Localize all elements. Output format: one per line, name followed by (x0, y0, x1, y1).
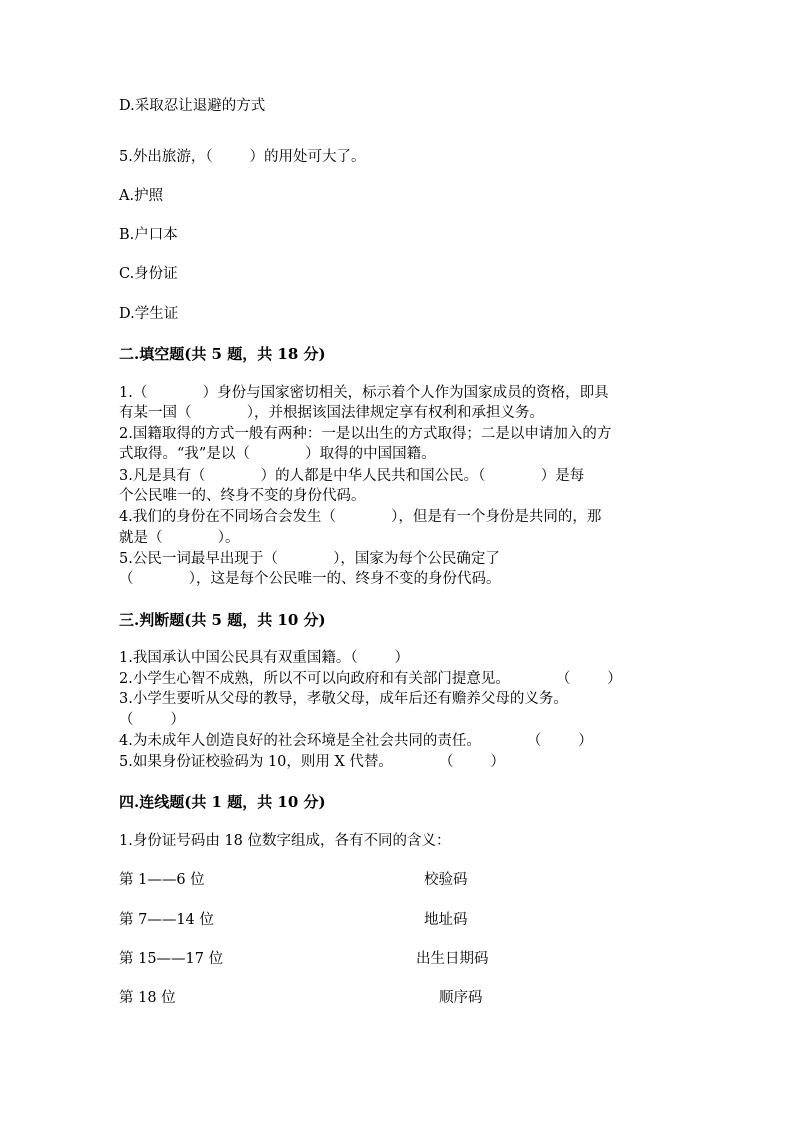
section3-line: 3.小学生要听从父母的教导，孝敬父母，成年后还有赡养父母的义务。 (119, 691, 568, 707)
section2-line: 2.国籍取得的方式一般有两种：一是以出生的方式取得；二是以申请加入的方 (119, 426, 612, 442)
section2-heading: 二.填空题(共 5 题，共 18 分) (119, 345, 326, 363)
section2-line: 1.（ ）身份与国家密切相关，标示着个人作为国家成员的资格，即具 (119, 385, 609, 401)
match-left-item: 第 18 位 (119, 990, 176, 1006)
q5-option-b: B.户口本 (119, 227, 178, 243)
section2-line: 有某一国（ ），并根据该国法律规定享有权利和承担义务。 (119, 405, 545, 421)
section2-line: 个公民唯一的、终身不变的身份代码。 (119, 488, 366, 504)
section3-line: 1.我国承认中国公民具有双重国籍。（ ） (119, 650, 409, 666)
section3-line: 5.如果身份证校验码为 10，则用 X 代替。 （ ） (119, 754, 505, 770)
q4-option-d: D.采取忍让退避的方式 (119, 98, 266, 114)
section2-line: 4.我们的身份在不同场合会发生（ ），但是有一个身份是共同的，那 (119, 509, 602, 525)
section3-line: 4.为未成年人创造良好的社会环境是全社会共同的责任。 （ ） (119, 733, 593, 749)
match-left-item: 第 15——17 位 (119, 951, 224, 967)
q5-stem: 5.外出旅游，（ ）的用处可大了。 (119, 149, 366, 165)
section4-heading: 四.连线题(共 1 题，共 10 分) (119, 793, 326, 811)
section3-line: （ ） (119, 712, 185, 728)
section2-line: 就是（ ）。 (119, 530, 240, 546)
section2-line: 式取得。“我”是以（ ）取得的中国国籍。 (119, 446, 436, 462)
match-right-item: 地址码 (424, 912, 468, 928)
section3-line: 2.小学生心智不成熟，所以不可以向政府和有关部门提意见。 （ ） (119, 671, 622, 687)
q5-option-d: D.学生证 (119, 306, 179, 322)
section3-heading: 三.判断题(共 5 题，共 10 分) (119, 611, 326, 629)
q5-option-c: C.身份证 (119, 266, 178, 282)
section2-line: 3.凡是具有（ ）的人都是中华人民共和国公民。（ ）是每 (119, 468, 585, 484)
section4-intro: 1.身份证号码由 18 位数字组成，各有不同的含义： (119, 833, 451, 849)
q5-option-a: A.护照 (119, 188, 164, 204)
section2-line: 5.公民一词最早出现于（ ），国家为每个公民确定了 (119, 551, 500, 567)
match-right-item: 顺序码 (439, 990, 483, 1006)
match-left-item: 第 7——14 位 (119, 912, 214, 928)
match-right-item: 校验码 (424, 872, 468, 888)
section2-line: （ ），这是每个公民唯一的、终身不变的身份代码。 (119, 571, 501, 587)
match-left-item: 第 1——6 位 (119, 872, 205, 888)
match-right-item: 出生日期码 (416, 951, 489, 967)
